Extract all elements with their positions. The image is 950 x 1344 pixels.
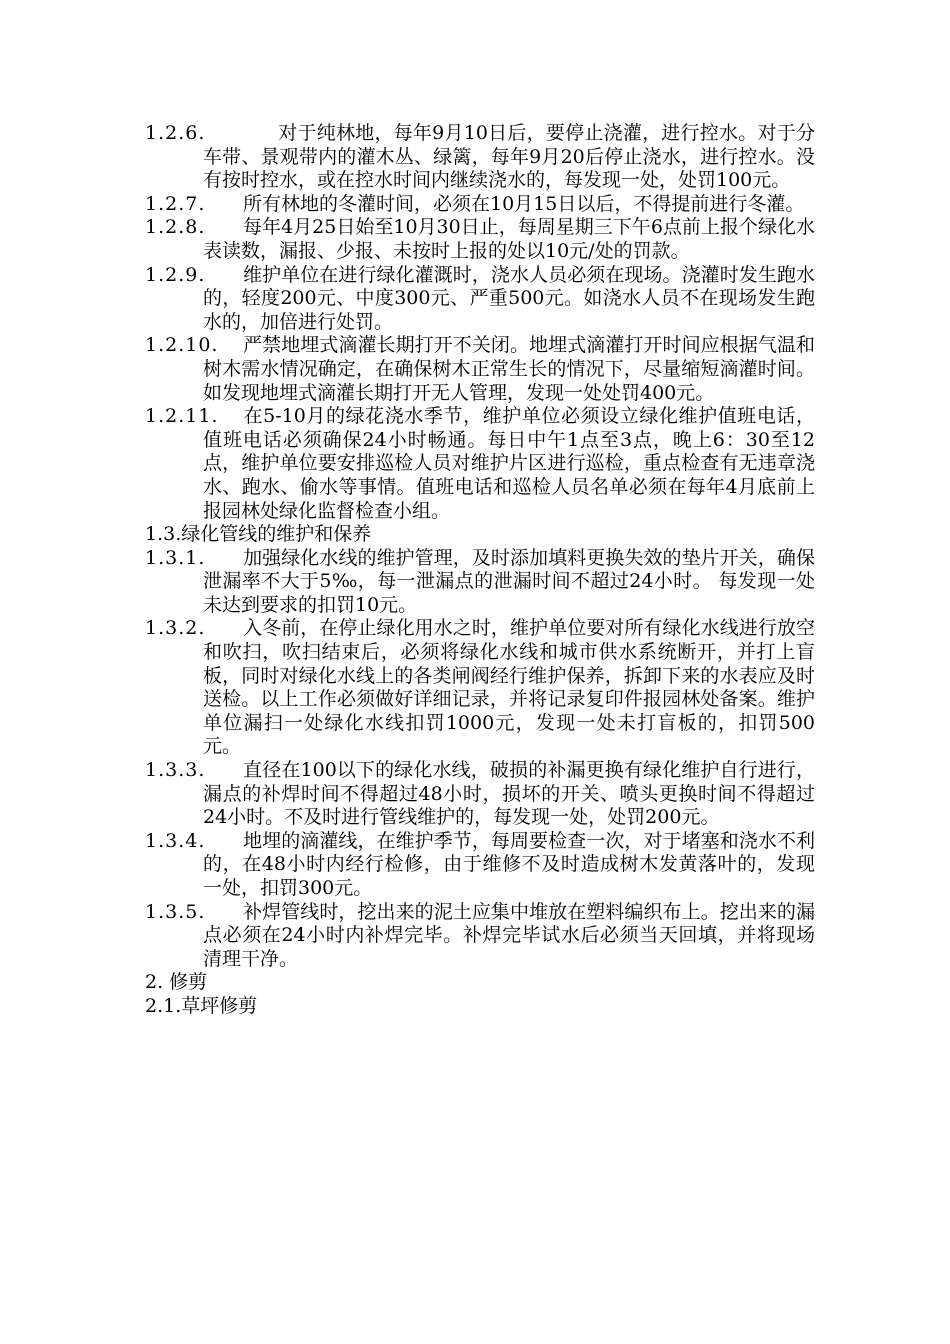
clause-text: 地埋的滴灌线，在维护季节，每周要检查一次，对于堵塞和浇水不利的，在48小时内经行检修，由于维修不及时造成树木发黄落叶的，发现一处，扣罚300元。 [203, 829, 815, 899]
clause-text: 严禁地埋式滴灌长期打开不关闭。地埋式滴灌打开时间应根据气温和树木需水情况确定，在确保树木正常生长的情况下，尽量缩短滴灌时间。如发现地埋式滴灌长期打开无人管理，发现一处处罚400元。 [203, 334, 815, 404]
clause-1-3-3 [145, 759, 815, 830]
clause-text: 在5-10月的绿花浇水季节，维护单位必须设立绿化维护值班电话，值班电话必须确保24小时畅通。每日中午1点至3点，晚上6：30至12点，维护单位要安排巡检人员对维护片区进行巡检，重点检查有无违章浇水、跑水、偷水等事情。值班电话和巡检人员名单必须在每年4月底前上报园林处绿化监督检查小组。 [203, 405, 815, 522]
clause-number: 1.2.7. [145, 192, 206, 215]
clause-number: 1.3.1. [145, 546, 206, 569]
clause-text: 所有林地的冬灌时间，必须在10月15日以后，不得提前进行冬灌。 [243, 192, 805, 215]
section-heading-2-1: 2.1.草坪修剪 [145, 994, 258, 1017]
clause-text: 对于纯林地，每年9月10日后，要停止浇灌，进行控水。对于分车带、景观带内的灌木丛、绿篱，每年9月20后停止浇水，进行控水。没有按时控水，或在控水时间内继续浇水的，每发现一处，处罚100元。 [203, 122, 815, 192]
clause-number: 1.2.10. [145, 334, 219, 357]
clause-number: 1.2.9. [145, 263, 206, 286]
clause-number: 1.2.11. [145, 405, 219, 428]
clause-1-2-10 [145, 334, 815, 405]
clause-text: 补焊管线时，挖出来的泥土应集中堆放在塑料编织布上。挖出来的漏点必须在24小时内补焊完毕。补焊完毕试水后必须当天回填，并将现场清理干净。 [203, 900, 815, 970]
clause-number: 1.3.3. [145, 759, 206, 782]
clause-text: 每年4月25日始至10月30日止，每周星期三下午6点前上报个绿化水表读数，漏报、少报、未按时上报的处以10元/处的罚款。 [203, 216, 815, 262]
clause-number: 1.3.5. [145, 900, 206, 923]
clause-1-2-11 [145, 405, 815, 523]
clause-number: 1.2.8. [145, 216, 206, 239]
clause-1-2-9 [145, 264, 815, 335]
clause-text: 维护单位在进行绿化灌溉时，浇水人员必须在现场。浇灌时发生跑水的，轻度200元、中度300元、严重500元。如浇水人员不在现场发生跑水的，加倍进行处罚。 [203, 263, 815, 333]
document-body [145, 122, 815, 1019]
clause-number: 1.3.2. [145, 617, 206, 640]
clause-1-2-8 [145, 216, 815, 263]
section-heading-1-3: 1.3.绿化管线的维护和保养 [145, 523, 372, 546]
clause-1-3-2 [145, 617, 815, 759]
clause-text: 入冬前，在停止绿化用水之时，维护单位要对所有绿化水线进行放空和吹扫，吹扫结束后，必须将绿化水线和城市供水系统断开，并打上盲板，同时对绿化水线上的各类闸阀经行维护保养，拆卸下来的水表应及时送检。以上工作必须做好详细记录，并将记录复印件报园林处备案。维护单位漏扫一处绿化水线扣罚1000元，发现一处未打盲板的，扣罚500元。 [203, 617, 815, 758]
section-heading-2: 2. 修剪 [145, 971, 208, 994]
clause-text: 直径在100以下的绿化水线，破损的补漏更换有绿化维护自行进行，漏点的补焊时间不得超过48小时，损坏的开关、喷头更换时间不得超过24小时。不及时进行管线维护的，每发现一处，处罚200元。 [203, 759, 815, 829]
clause-1-3-1 [145, 547, 815, 618]
clause-number: 1.3.4. [145, 829, 206, 852]
clause-1-3-4 [145, 830, 815, 901]
clause-1-3-5 [145, 901, 815, 972]
clause-1-2-6 [145, 122, 815, 193]
clause-1-2-7 [145, 193, 815, 217]
clause-number: 1.2.6. [145, 122, 206, 144]
clause-text: 加强绿化水线的维护管理，及时添加填料更换失效的垫片开关，确保泄漏率不大于5‰，每一泄漏点的泄漏时间不超过24小时。 每发现一处未达到要求的扣罚10元。 [203, 546, 815, 616]
